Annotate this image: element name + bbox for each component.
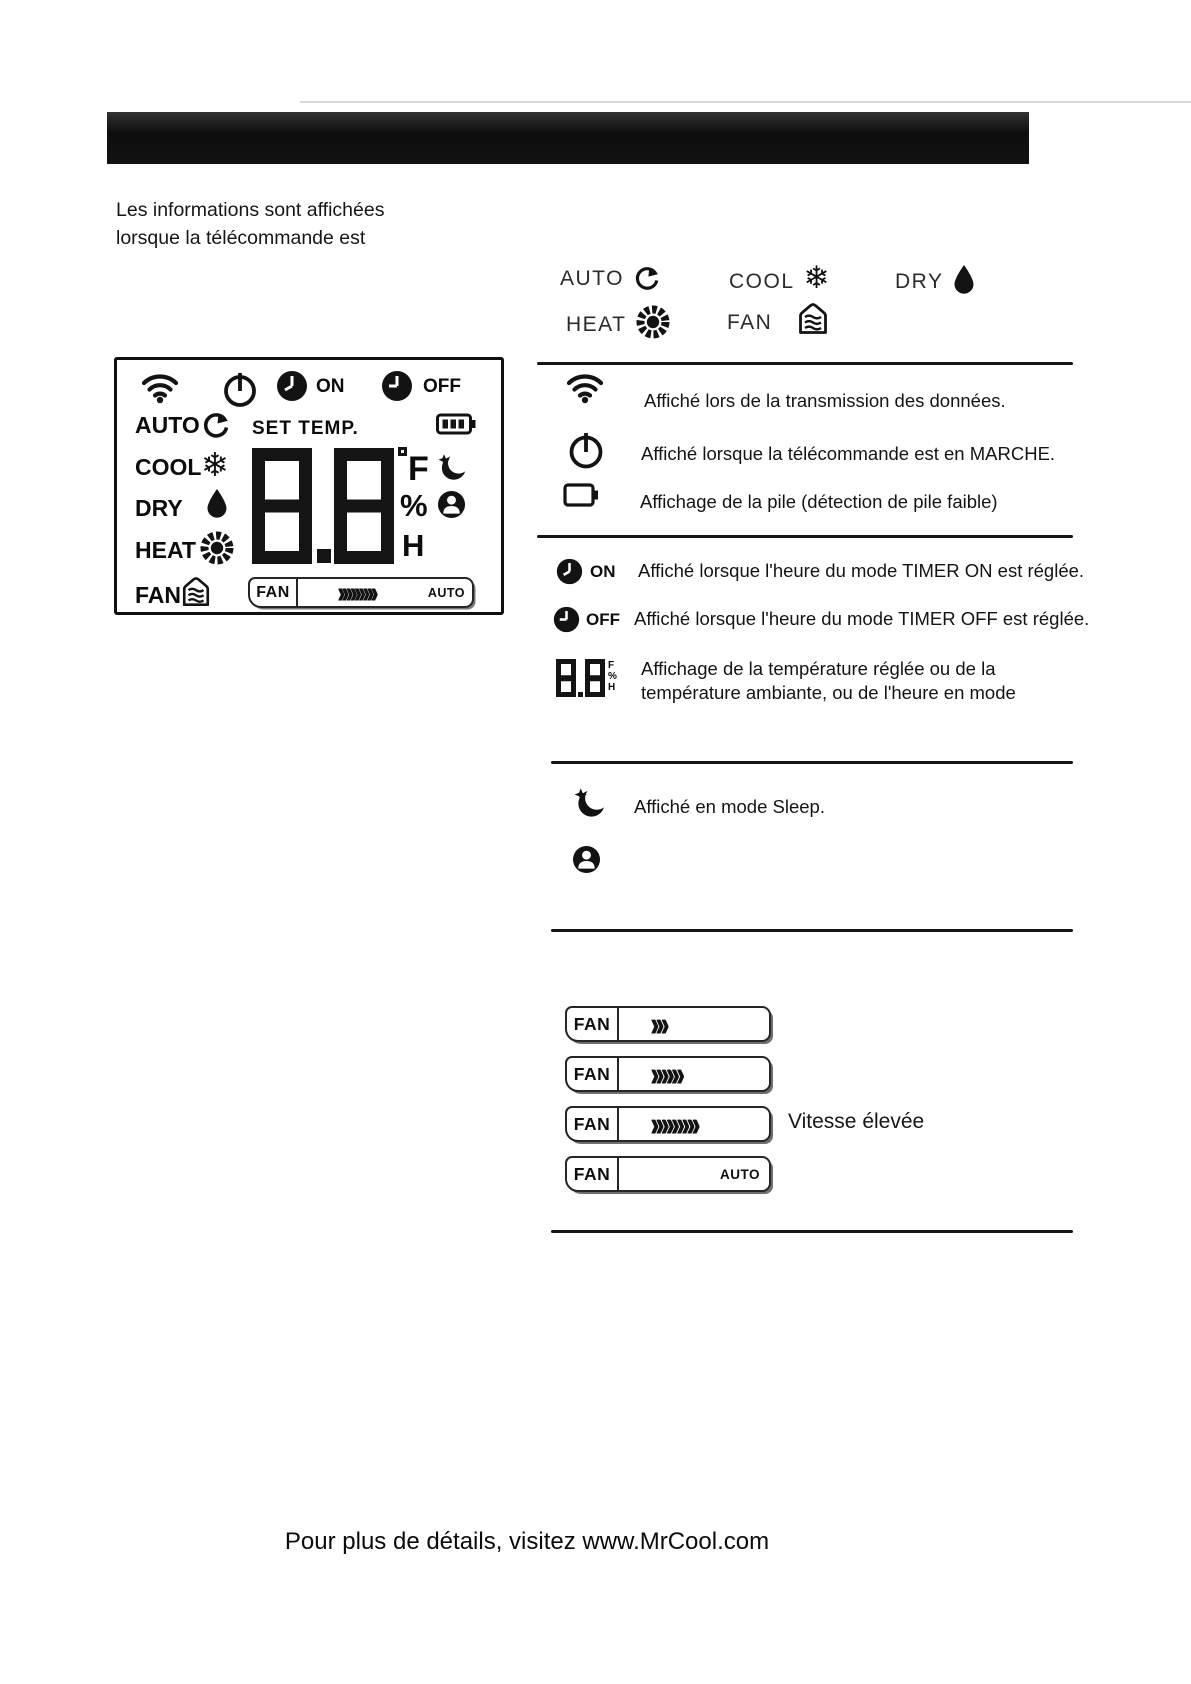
power-icon (567, 430, 605, 470)
legend-fan-label: FAN (727, 311, 773, 334)
cycle-icon (201, 412, 231, 440)
timer-off-description: Affiché lorsque l'heure du mode TIMER OFF est réglée. (634, 608, 1090, 629)
legend-heat-label: HEAT (566, 313, 627, 336)
lcd-set-temp-label: SET TEMP. (252, 418, 359, 439)
section-divider (537, 362, 1073, 365)
legend-dry-label: DRY (895, 269, 944, 293)
sleep-icon (437, 452, 467, 482)
intro-text (116, 196, 384, 252)
lcd-display-diagram (114, 357, 504, 615)
decimal-point (317, 549, 331, 563)
unit-h: H (608, 682, 616, 693)
unit-percent: % (608, 671, 617, 682)
battery-full-icon (436, 413, 476, 435)
fan-bar-label: FAN (250, 579, 298, 606)
fan-bar-label: FAN (567, 1058, 619, 1090)
snowflake-icon: ❄ (803, 260, 830, 296)
intro-line-1: Les informations sont affichées (116, 199, 385, 221)
display-description-line1: Affichage de la température réglée ou de la (641, 658, 996, 679)
wifi-icon (566, 372, 604, 404)
lcd-unit-h: H (402, 528, 425, 563)
degree-mark (398, 447, 407, 456)
follow-me-icon (437, 490, 466, 519)
timer-on-icon (556, 558, 583, 585)
fan-bar-label: FAN (567, 1158, 619, 1190)
fan-vent-icon (179, 576, 213, 608)
legend-auto (560, 266, 661, 292)
legend-dry (895, 264, 976, 294)
timer-off-icon (381, 370, 413, 402)
battery-description: Affichage de la pile (détection de pile faible) (640, 491, 998, 512)
temperature-display-icon (556, 652, 622, 704)
fan-speed-bar-low (565, 1003, 771, 1044)
droplet-icon (205, 488, 229, 518)
intro-line-2: lorsque la télécommande est (116, 227, 366, 249)
section-header-bar (107, 112, 1029, 164)
section-divider (551, 761, 1073, 764)
seven-segment-digit (334, 448, 394, 564)
seven-segment-digit (252, 448, 312, 564)
lcd-cool-label: COOL (135, 454, 202, 480)
fan-speed-chevrons: ››› (651, 1003, 667, 1044)
wifi-description: Affiché lors de la transmission des données. (644, 390, 1006, 411)
fan-speed-bar-medium (565, 1053, 771, 1094)
wifi-icon (141, 372, 179, 404)
fan-bar-auto-label: AUTO (719, 1166, 760, 1182)
footer-text: Pour plus de détails, visitez www.MrCool.com (284, 1528, 770, 1555)
timer-on-icon (276, 370, 308, 402)
fan-vent-icon (795, 302, 831, 336)
fan-high-speed-note: Vitesse élevée (788, 1110, 925, 1133)
sun-icon (199, 530, 235, 566)
lcd-fan-label: FAN (135, 582, 181, 608)
fan-speed-bar-auto (565, 1156, 771, 1192)
scan-artifact-line (300, 101, 1191, 103)
lcd-timer-off-label: OFF (423, 376, 461, 397)
snowflake-icon: ❄ (201, 445, 229, 484)
display-description-line2: température ambiante, ou de l'heure en mode (641, 682, 1016, 703)
seven-segment-digit (556, 659, 576, 697)
sun-icon (635, 304, 671, 340)
legend-auto-label: AUTO (560, 267, 624, 290)
section-divider (537, 535, 1073, 538)
legend-fan (727, 302, 831, 336)
lcd-timer-on-label: ON (316, 376, 345, 397)
section-divider (551, 929, 1073, 932)
lcd-unit-percent: % (400, 488, 428, 523)
lcd-unit-f: F (408, 450, 429, 488)
battery-icon (563, 482, 599, 508)
fan-speed-chevrons: ›››››› (651, 1053, 682, 1094)
section-divider (551, 1230, 1073, 1233)
lcd-auto-label: AUTO (135, 412, 200, 438)
power-icon (221, 370, 259, 408)
sleep-description: Affiché en mode Sleep. (634, 796, 825, 817)
display-units (608, 660, 617, 693)
legend-cool (729, 260, 830, 296)
legend-cool-label: COOL (729, 269, 795, 293)
fan-speed-chevrons: ››››››››› (651, 1103, 698, 1144)
fan-speed-chevrons: ››››››››› (338, 575, 376, 610)
timer-on-description: Affiché lorsque l'heure du mode TIMER ON est réglée. (638, 560, 1085, 581)
lcd-dry-label: DRY (135, 495, 183, 521)
sleep-icon (573, 786, 606, 819)
power-description: Affiché lorsque la télécommande est en MARCHE. (641, 443, 1056, 464)
timer-on-label: ON (590, 562, 616, 581)
timer-off-icon (553, 606, 580, 633)
decimal-point (578, 692, 583, 697)
timer-off-label: OFF (586, 610, 620, 629)
cycle-icon (633, 266, 661, 292)
seven-segment-digit (585, 659, 605, 697)
droplet-icon (952, 264, 976, 294)
follow-me-icon (572, 845, 601, 874)
lcd-fan-speed-bar (248, 577, 474, 608)
lcd-heat-label: HEAT (135, 537, 196, 563)
fan-bar-auto-label: AUTO (427, 585, 465, 600)
fan-bar-label: FAN (567, 1008, 619, 1040)
fan-speed-bar-high (565, 1103, 771, 1144)
legend-heat (566, 304, 671, 340)
unit-f: F (608, 660, 615, 671)
fan-bar-label: FAN (567, 1108, 619, 1140)
